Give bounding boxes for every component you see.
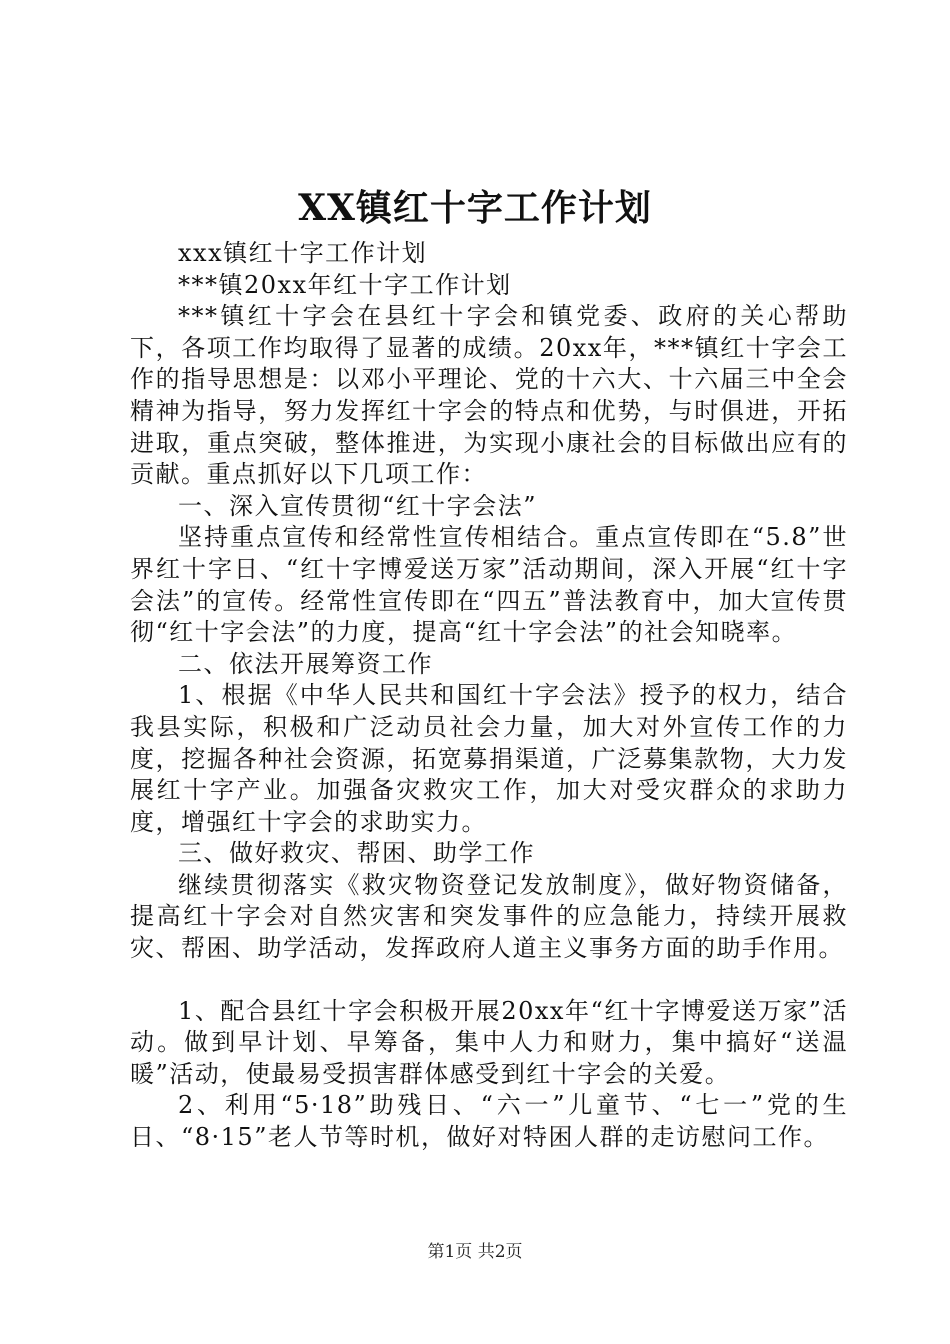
- paragraph-section-1: 坚持重点宣传和经常性宣传相结合。重点宣传即在“5.8”世界红十字日、“红十字博爱送万家”活动期间，深入开展“红十字会法”的宣传。经常性宣传即在“四五”普法教育中，加大宣传贯彻“红十字会法”的力度，提高“红十字会法”的社会知晓率。: [130, 523, 848, 647]
- paragraph-item-2: 2、利用“5·18”助残日、“六一”儿童节、“七一”党的生日、“8·15”老人节等时机，做好对特困人群的走访慰问工作。: [130, 1091, 848, 1152]
- document-body: [130, 238, 848, 1154]
- paragraph-plan-heading: ***镇20xx年红十字工作计划: [178, 270, 512, 299]
- paragraph-section-3: 继续贯彻落实《救灾物资登记发放制度》，做好物资储备，提高红十字会对自然灾害和突发事件的应急能力，持续开展救灾、帮困、助学活动，发挥政府人道主义事务方面的助手作用。: [130, 870, 848, 963]
- paragraph-subtitle: xxx镇红十字工作计划: [178, 239, 428, 267]
- section-heading-3: 三、做好救灾、帮困、助学工作: [178, 839, 535, 868]
- section-heading-1: 一、深入宣传贯彻“红十字会法”: [178, 491, 538, 520]
- section-heading-2: 二、依法开展筹资工作: [178, 649, 433, 678]
- paragraph-intro: ***镇红十字会在县红十字会和镇党委、政府的关心帮助下，各项工作均取得了显著的成绩。20xx年，***镇红十字会工作的指导思想是：以邓小平理论、党的十六大、十六届三中全会精神为指导，努力发挥红十字会的特点和优势，与时俱进，开拓进取，重点突破，整体推进，为实现小康社会的目标做出应有的贡献。重点抓好以下几项工作：: [130, 302, 848, 489]
- document-title: XX镇红十字工作计划: [298, 187, 652, 229]
- paragraph-section-2: 1、根据《中华人民共和国红十字会法》授予的权力，结合我县实际，积极和广泛动员社会力量，加大对外宣传工作的力度，挖掘各种社会资源，拓宽募捐渠道，广泛募集款物，大力发展红十字产业。加强备灾救灾工作，加大对受灾群众的求助力度，增强红十字会的求助实力。: [130, 681, 848, 836]
- page-footer: 第1页 共2页: [427, 1242, 523, 1262]
- paragraph-item-1: 1、配合县红十字会积极开展20xx年“红十字博爱送万家”活动。做到早计划、早筹备，集中人力和财力，集中搞好“送温暖”活动，使最易受损害群体感受到红十字会的关爱。: [130, 996, 848, 1088]
